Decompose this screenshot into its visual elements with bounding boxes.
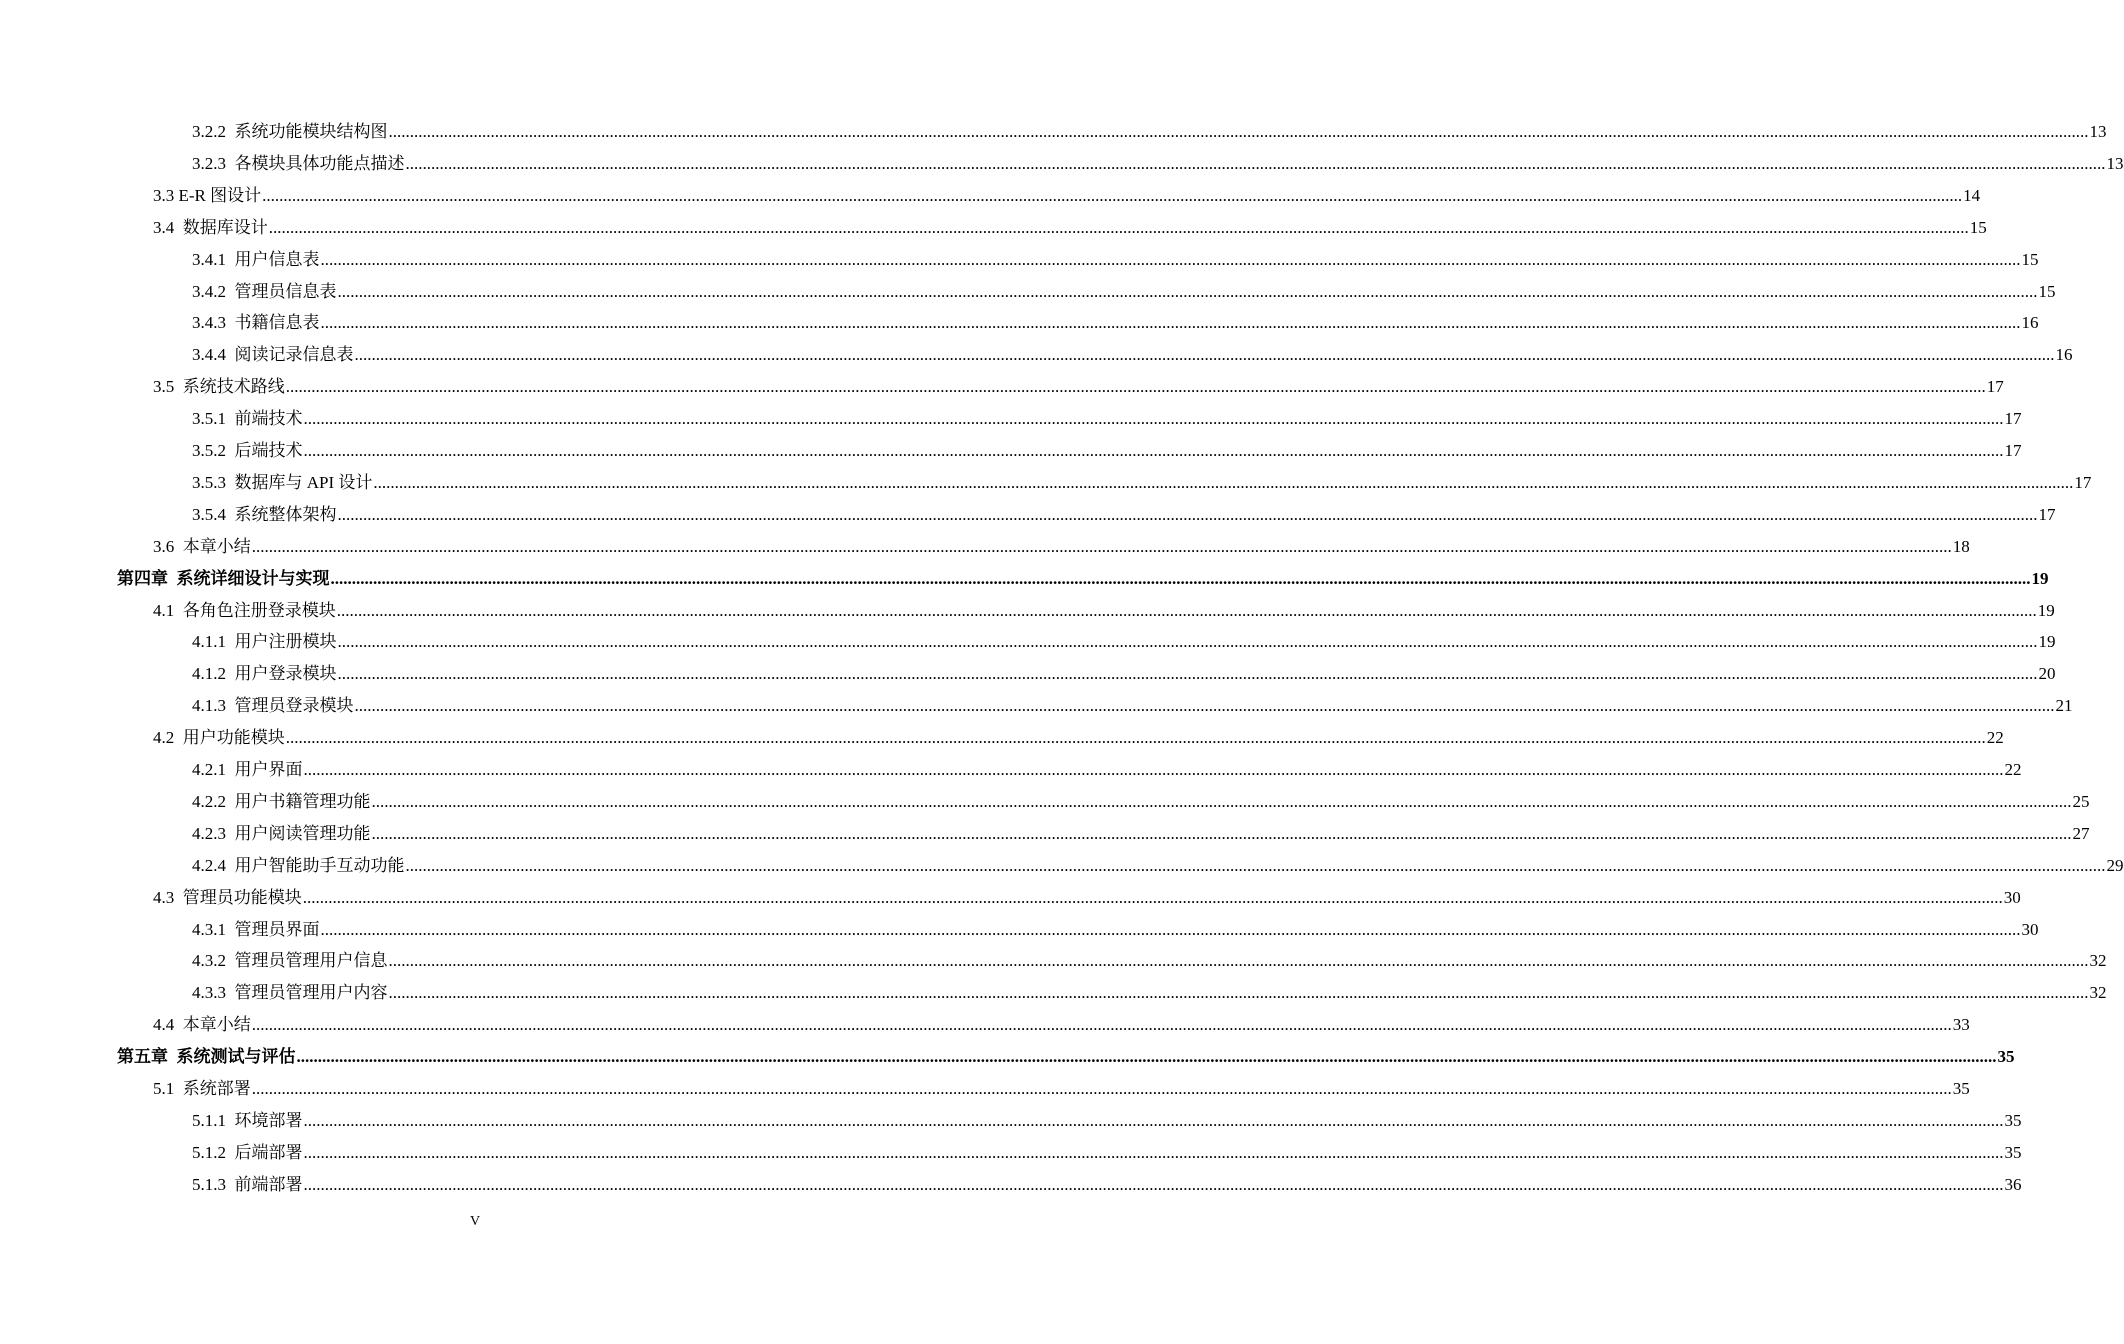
toc-entry[interactable] [192,116,2107,148]
toc-entry-separator [226,856,235,875]
toc-entry-label [192,1169,303,1201]
toc-entry-number: 4.1.2 [192,664,226,684]
toc-entry-title: 本章小结 [182,536,251,556]
toc-entry-label [117,563,330,595]
toc-entry-title: 用户登录模块 [234,664,337,684]
toc-entry-label [153,1009,251,1041]
toc-entry-number: 4.2 [153,728,175,748]
toc-entry-title: 管理员管理用户内容 [234,983,388,1003]
toc-entry-separator [226,1175,235,1194]
toc-entry[interactable] [192,467,2092,499]
toc-entry-title: 前端部署 [234,1174,303,1194]
toc-entry-number: 3.2.2 [192,122,226,141]
toc-entry-number: 4.2.2 [192,791,226,811]
toc-entry[interactable] [153,371,2004,403]
toc-entry-separator [226,696,235,715]
toc-entry-separator [226,920,235,939]
toc-entry[interactable] [192,786,2090,818]
toc-entry-title: 环境部署 [234,1110,303,1130]
toc-entry-page: 17 [2004,441,2022,460]
toc-entry-number: 4.3 [153,887,175,907]
toc-entry-page: 30 [2003,887,2021,907]
toc-entry[interactable] [192,307,2039,339]
dot-leader: ................................................................................................................................................................................................................................................................................................................................................................................................................ [303,441,2004,460]
toc-entry[interactable] [192,499,2056,531]
dot-leader: ................................................................................................................................................................................................................................................................................................................................................................................................................ [251,1015,1952,1035]
toc-entry-label [153,595,336,627]
toc-entry-separator [226,313,235,332]
toc-entry-separator [174,1015,183,1034]
toc-entry-title: 书籍信息表 [234,313,320,333]
dot-leader: ................................................................................................................................................................................................................................................................................................................................................................................................................ [337,281,2038,301]
toc-entry-separator [174,377,183,396]
toc-entry-number: 3.4.2 [192,281,226,301]
dot-leader: ................................................................................................................................................................................................................................................................................................................................................................................................................ [303,1142,2004,1162]
toc-entry-number: 4.3.3 [192,983,226,1003]
toc-entry-number: 3.5.2 [192,441,226,460]
toc-entry-number: 4.1.3 [192,696,226,716]
dot-leader: ................................................................................................................................................................................................................................................................................................................................................................................................................ [262,185,1963,205]
toc-entry-title: 各模块具体功能点描述 [234,153,405,173]
toc-entry-page: 32 [2089,951,2107,971]
toc-entry-page: 16 [2055,345,2073,365]
toc-entry-number: 4.2.1 [192,760,226,779]
dot-leader: ................................................................................................................................................................................................................................................................................................................................................................................................................ [405,153,2106,173]
dot-leader: ................................................................................................................................................................................................................................................................................................................................................................................................................ [337,504,2038,524]
toc-entry-number: 3.5.1 [192,409,226,429]
toc-entry-separator [226,664,235,683]
toc-entry-number: 4.4 [153,1015,175,1035]
toc-entry-label [153,371,285,403]
dot-leader: ................................................................................................................................................................................................................................................................................................................................................................................................................ [388,951,2089,971]
toc-entry-title: 系统整体架构 [234,504,337,524]
toc-entry-label [192,276,337,308]
toc-entry-page: 15 [2021,249,2039,269]
dot-leader: ................................................................................................................................................................................................................................................................................................................................................................................................................ [320,919,2021,939]
dot-leader: ................................................................................................................................................................................................................................................................................................................................................................................................................ [303,409,2004,429]
toc-entry-separator [226,824,235,843]
dot-leader: ................................................................................................................................................................................................................................................................................................................................................................................................................ [251,536,1952,556]
toc-entry-number: 4.2.3 [192,823,226,843]
toc-entry-separator [168,569,177,588]
toc-entry-number: 4.3.2 [192,951,226,971]
toc-entry-page: 13 [2106,153,2124,173]
dot-leader: ................................................................................................................................................................................................................................................................................................................................................................................................................ [285,728,1986,748]
toc-entry-page: 27 [2072,823,2090,843]
toc-entry-separator [226,760,235,779]
toc-entry-title: 数据库与 API 设计 [234,472,373,492]
toc-entry-number: 3.4 [153,217,175,237]
toc-entry[interactable] [117,1041,2015,1073]
toc-entry-separator [226,473,235,492]
dot-leader: ................................................................................................................................................................................................................................................................................................................................................................................................................ [336,600,2037,620]
toc-entry-page: 32 [2089,983,2107,1003]
toc-entry-label [192,499,337,531]
dot-leader: ................................................................................................................................................................................................................................................................................................................................................................................................................ [388,983,2089,1003]
toc-entry-label [192,148,405,180]
toc-entry-separator [226,505,235,524]
toc-entry-title: 管理员登录模块 [234,696,354,716]
toc-entry-label [192,658,337,690]
toc-entry-title: 用户智能助手互动功能 [234,855,405,875]
toc-entry[interactable] [192,148,2124,180]
toc-entry-page: 35 [2004,1110,2022,1130]
toc-entry-label [192,1137,303,1169]
dot-leader: ................................................................................................................................................................................................................................................................................................................................................................................................................ [320,313,2021,333]
dot-leader: ................................................................................................................................................................................................................................................................................................................................................................................................................ [337,632,2038,652]
toc-entry-separator [174,537,183,556]
toc-entry[interactable] [192,626,2056,658]
toc-entry-separator [226,282,235,301]
toc-entry-label [192,754,303,786]
toc-entry-separator [226,983,235,1002]
toc-entry-separator [226,122,235,141]
toc-entry-label [192,435,303,467]
toc-entry-number: 5.1.1 [192,1110,226,1130]
toc-entry-number: 3.2.3 [192,153,226,173]
toc-entry[interactable] [117,563,2049,595]
toc-entry-number: 3.4.3 [192,313,226,333]
dot-leader: ................................................................................................................................................................................................................................................................................................................................................................................................................ [296,1047,1997,1067]
dot-leader: ................................................................................................................................................................................................................................................................................................................................................................................................................ [251,1079,1952,1098]
dot-leader: ................................................................................................................................................................................................................................................................................................................................................................................................................ [373,472,2074,492]
dot-leader: ................................................................................................................................................................................................................................................................................................................................................................................................................ [371,791,2072,811]
toc-entry-number: 4.1.1 [192,632,226,652]
dot-leader: ................................................................................................................................................................................................................................................................................................................................................................................................................ [302,887,2003,907]
toc-entry-separator [226,632,235,651]
toc-entry-title: 管理员信息表 [234,281,337,301]
toc-entry-number: 5.1.3 [192,1174,226,1194]
toc-entry-page: 30 [2021,919,2039,939]
toc-entry-separator [174,1079,183,1098]
toc-entry-separator [174,218,183,237]
toc-entry-number: 4.3.1 [192,919,226,939]
toc-entry-page: 17 [2038,504,2056,524]
toc-entry-separator [226,951,235,970]
toc-entry-separator [168,1047,177,1066]
toc-entry-separator [174,728,183,747]
toc-entry[interactable] [192,945,2107,977]
toc-entry-page: 21 [2055,696,2073,716]
toc-entry[interactable] [192,1105,2022,1137]
toc-entry-separator [226,409,235,428]
toc-entry-number: 3.4.1 [192,249,226,269]
toc-entry-label [192,116,388,148]
toc-entry-separator [226,1111,235,1130]
toc-entry[interactable] [192,244,2039,276]
toc-entry-page: 16 [2021,313,2039,333]
toc-entry-label [192,818,371,850]
dot-leader: ................................................................................................................................................................................................................................................................................................................................................................................................................ [371,823,2072,843]
toc-entry-title: 用户界面 [234,760,303,779]
toc-entry[interactable] [153,882,2021,914]
toc-entry-page: 25 [2072,791,2090,811]
toc-entry-page: 36 [2004,1174,2022,1194]
toc-entry-page: 17 [2004,409,2022,429]
toc-entry-title: 用户信息表 [234,249,320,269]
toc-entry[interactable] [192,276,2056,308]
toc-entry-page: 33 [1952,1015,1970,1035]
toc-entry[interactable] [153,1009,1970,1041]
toc-entry-page: 13 [2089,122,2107,141]
toc-entry-title: 用户注册模块 [234,632,337,652]
toc-entry-title: 阅读记录信息表 [234,345,354,365]
toc-entry-title: 后端技术 [234,441,303,460]
dot-leader: ................................................................................................................................................................................................................................................................................................................................................................................................................ [337,664,2038,684]
toc-entry-number: 5.1 [153,1079,175,1098]
toc-entry[interactable] [192,690,2073,722]
toc-entry-title: 数据库设计 [182,217,268,237]
dot-leader: ................................................................................................................................................................................................................................................................................................................................................................................................................ [354,696,2055,716]
toc-entry-title: 各角色注册登录模块 [182,600,336,620]
toc-entry-label [192,945,388,977]
toc-entry-label [192,244,320,276]
toc-entry-label [192,914,320,946]
toc-entry-page: 22 [2004,760,2022,779]
toc-entry-page: 35 [1952,1079,1970,1098]
dot-leader: ................................................................................................................................................................................................................................................................................................................................................................................................................ [303,1174,2004,1194]
toc-entry-page: 35 [2004,1142,2022,1162]
toc-entry-separator [226,345,235,364]
toc-entry-page: 19 [2031,568,2049,588]
toc-entry-label [153,722,285,754]
toc-entry-label [192,786,371,818]
toc-entry-page: 19 [2037,600,2055,620]
dot-leader: ................................................................................................................................................................................................................................................................................................................................................................................................................ [354,345,2055,365]
dot-leader: ................................................................................................................................................................................................................................................................................................................................................................................................................ [303,760,2004,779]
toc-entry-title: 前端技术 [234,409,303,429]
toc-entry-page: 14 [1963,185,1981,205]
toc-entry-label [153,531,251,563]
dot-leader: ................................................................................................................................................................................................................................................................................................................................................................................................................ [330,568,2031,588]
toc-entry-page: 35 [1997,1047,2015,1067]
toc-entry-page: 19 [2038,632,2056,652]
toc-entry-title: 用户阅读管理功能 [234,823,371,843]
toc-entry-label [192,626,337,658]
toc-entry-title: 管理员管理用户信息 [234,951,388,971]
toc-entry-page: 22 [1986,728,2004,748]
dot-leader: ................................................................................................................................................................................................................................................................................................................................................................................................................ [320,249,2021,269]
toc-entry-label [192,307,320,339]
toc-entry-title: 用户功能模块 [182,728,285,748]
toc-entry-page: 15 [2038,281,2056,301]
toc-entry-label [192,339,354,371]
toc-entry-title: 系统功能模块结构图 [234,122,388,141]
toc-entry-label [192,690,354,722]
toc-entry[interactable] [153,531,1970,563]
toc-entry[interactable] [192,339,2073,371]
toc-entry-title: 用户书籍管理功能 [234,791,371,811]
toc-entry[interactable] [153,722,2004,754]
toc-entry[interactable] [153,212,1987,244]
toc-entry-number: 5.1.2 [192,1142,226,1162]
toc-entry-number: 3.5.4 [192,504,226,524]
toc-entry-label [192,977,388,1009]
toc-entry[interactable] [192,403,2022,435]
toc-entry-number: 3.5.3 [192,472,226,492]
toc-entry-label [192,850,405,882]
toc-entry-number: 第四章 [117,568,168,588]
dot-leader: ................................................................................................................................................................................................................................................................................................................................................................................................................ [303,1110,2004,1130]
toc-entry-number: 4.2.4 [192,855,226,875]
dot-leader: ................................................................................................................................................................................................................................................................................................................................................................................................................ [268,217,1969,237]
toc-entry[interactable] [192,435,2022,467]
toc-entry-separator [226,250,235,269]
toc-entry[interactable] [153,1073,1970,1105]
toc-entry-number: 3.3 [153,185,175,205]
toc-entry-title: E-R 图设计 [178,185,262,205]
toc-entry[interactable] [192,977,2107,1009]
toc-entry-separator [226,792,235,811]
toc-entry-page: 29 [2106,855,2124,875]
toc-entry-page: 20 [2038,664,2056,684]
toc-entry-title: 系统测试与评估 [176,1047,296,1067]
toc-entry-label [153,1073,251,1105]
toc-entry-number: 4.1 [153,600,175,620]
toc-entry-title: 管理员功能模块 [182,887,302,907]
toc-entry-title: 系统部署 [182,1079,251,1098]
dot-leader: ................................................................................................................................................................................................................................................................................................................................................................................................................ [405,855,2106,875]
toc-entry-label [153,212,268,244]
toc-entry[interactable] [153,180,1981,212]
toc-entry-separator [226,1143,235,1162]
toc-entry-title: 本章小结 [182,1015,251,1035]
toc-entry-label [192,467,372,499]
toc-entry-title: 管理员界面 [234,919,320,939]
toc-entry[interactable] [153,595,2055,627]
toc-entry-page: 17 [2074,472,2092,492]
toc-entry-number: 3.4.4 [192,345,226,365]
toc-entry-title: 后端部署 [234,1142,303,1162]
toc-entry-label [153,882,302,914]
toc-entry[interactable] [192,818,2090,850]
toc-entry[interactable] [192,658,2056,690]
toc-entry-title: 系统详细设计与实现 [176,568,330,588]
toc-entry[interactable] [192,754,2022,786]
toc-entry-page: 15 [1969,217,1987,237]
toc-entry[interactable] [192,1169,2022,1201]
toc-entry[interactable] [192,850,2124,882]
toc-entry[interactable] [192,914,2039,946]
toc-entry[interactable] [192,1137,2022,1169]
toc-entry-page: 18 [1952,536,1970,556]
dot-leader: ................................................................................................................................................................................................................................................................................................................................................................................................................ [388,122,2089,141]
toc-entry-number: 3.6 [153,536,175,556]
toc-entry-label [117,1041,296,1073]
toc-entry-label [192,1105,303,1137]
toc-entry-separator [226,441,235,460]
toc-entry-page: 17 [1986,377,2004,397]
toc-entry-label [153,180,261,212]
page-number: V [469,1214,481,1229]
dot-leader: ................................................................................................................................................................................................................................................................................................................................................................................................................ [285,377,1986,397]
toc-entry-number: 3.5 [153,377,175,397]
toc-entry-separator [226,154,235,173]
toc-entry-title: 系统技术路线 [182,377,285,397]
toc-entry-separator [174,601,183,620]
toc-entry-number: 第五章 [117,1047,168,1067]
toc-entry-separator [174,888,183,907]
toc-entry-label [192,403,303,435]
